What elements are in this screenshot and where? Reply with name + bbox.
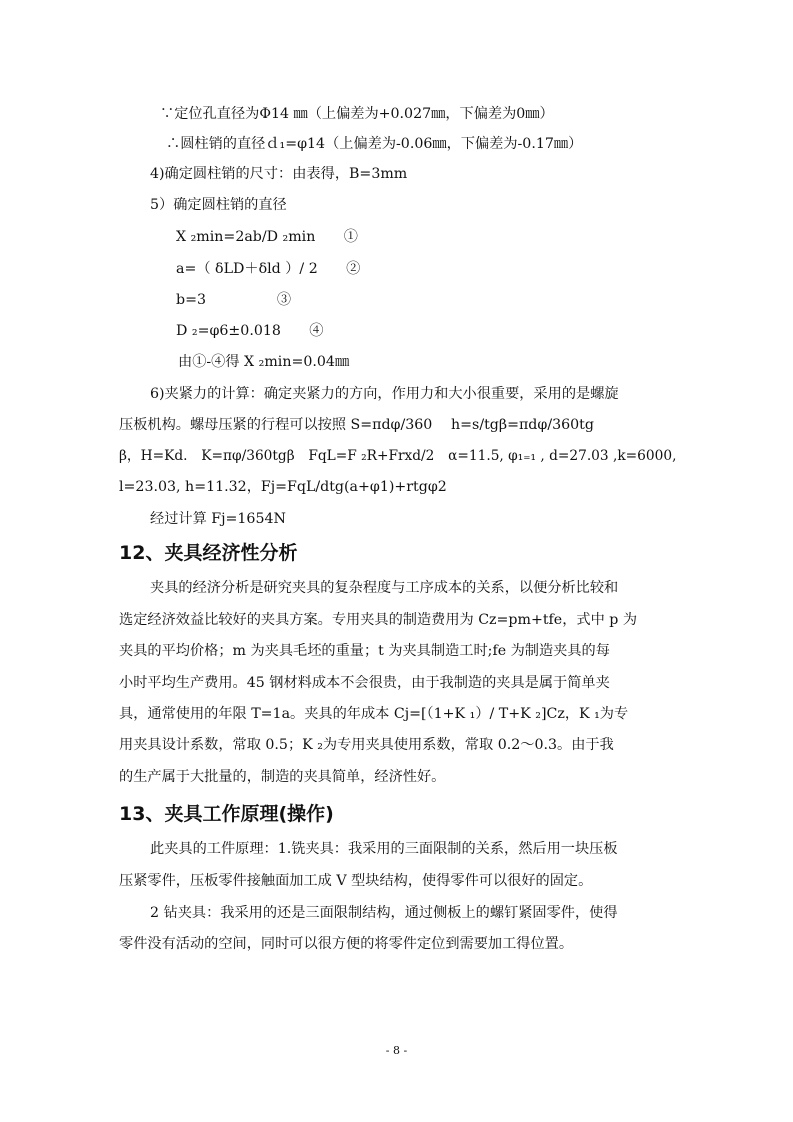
page-number: - 8 -: [385, 1044, 408, 1057]
paragraph-line: 夹具的经济分析是研究夹具的复杂程度与工序成本的关系，以便分析比较和: [150, 580, 619, 596]
paragraph-line: β，H=Kd. K=πφ/360tgβ FqL=F ₂R+Frxd/2 α=11.5, φ₁₌₁ , d=27.03 ,k=6000,: [119, 448, 677, 464]
paragraph-line: 具，通常使用的年限 T=1a。夹具的年成本 Cj=[（1+K ₁）/ T+K ₂]Cz，K ₁为专: [119, 706, 629, 722]
section-12-heading: 12、夹具经济性分析: [119, 542, 298, 564]
paragraph-line: 夹具的平均价格；m 为夹具毛坯的重量；t 为夹具制造工时;fe 为制造夹具的每: [119, 643, 610, 659]
text-line: 5）确定圆柱销的直径: [150, 197, 287, 213]
text-line: ∴圆柱销的直径ｄ₁=φ14（上偏差为-0.06㎜，下偏差为-0.17㎜）: [166, 136, 583, 152]
formula-line: b=3 ③: [176, 292, 292, 308]
paragraph-line: 用夹具设计系数，常取 0.5；K ₂为专用夹具使用系数，常取 0.2～0.3。由于我: [119, 737, 614, 753]
paragraph-line: 经过计算 Fj=1654N: [150, 511, 286, 527]
formula-line: 由①-④得 X ₂min=0.04㎜: [178, 354, 350, 370]
paragraph-line: 6)夹紧力的计算：确定夹紧力的方向，作用力和大小很重要，采用的是螺旋: [150, 386, 619, 402]
text-line: 4)确定圆柱销的尺寸：由表得，B=3mm: [150, 166, 408, 182]
paragraph-line: 选定经济效益比较好的夹具方案。专用夹具的制造费用为 Cz=pm+tfe，式中 p 为: [119, 612, 638, 628]
formula-line: D ₂=φ6±0.018 ④: [176, 323, 324, 339]
formula-line: a=（ δLD＋δld ）/ 2 ②: [176, 261, 361, 277]
paragraph-line: 此夹具的工件原理：1.铣夹具：我采用的三面限制的关系，然后用一块压板: [150, 841, 618, 857]
paragraph-line: 压紧零件，压板零件接触面加工成 V 型块结构，使得零件可以很好的固定。: [119, 873, 593, 889]
paragraph-line: 零件没有活动的空间，同时可以很方便的将零件定位到需要加工得位置。: [119, 936, 574, 952]
paragraph-line: l=23.03, h=11.32，Fj=FqL/dtg(a+φ1)+rtgφ2: [119, 479, 447, 495]
paragraph-line: 小时平均生产费用。45 钢材料成本不会很贵，由于我制造的夹具是属于简单夹: [119, 675, 610, 691]
paragraph-line: 的生产属于大批量的，制造的夹具简单，经济性好。: [119, 769, 446, 785]
formula-line: X ₂min=2ab/D ₂min ①: [176, 229, 358, 245]
section-13-heading: 13、夹具工作原理(操作): [119, 803, 334, 825]
text-line: ∵定位孔直径为Φ14 ㎜（上偏差为+0.027㎜，下偏差为0㎜）: [160, 106, 554, 122]
paragraph-line: 2 钻夹具：我采用的还是三面限制结构，通过侧板上的螺钉紧固零件，使得: [150, 905, 618, 921]
paragraph-line: 压板机构。螺母压紧的行程可以按照 S=πdφ/360 h=s/tgβ=πdφ/360tg: [119, 417, 594, 433]
